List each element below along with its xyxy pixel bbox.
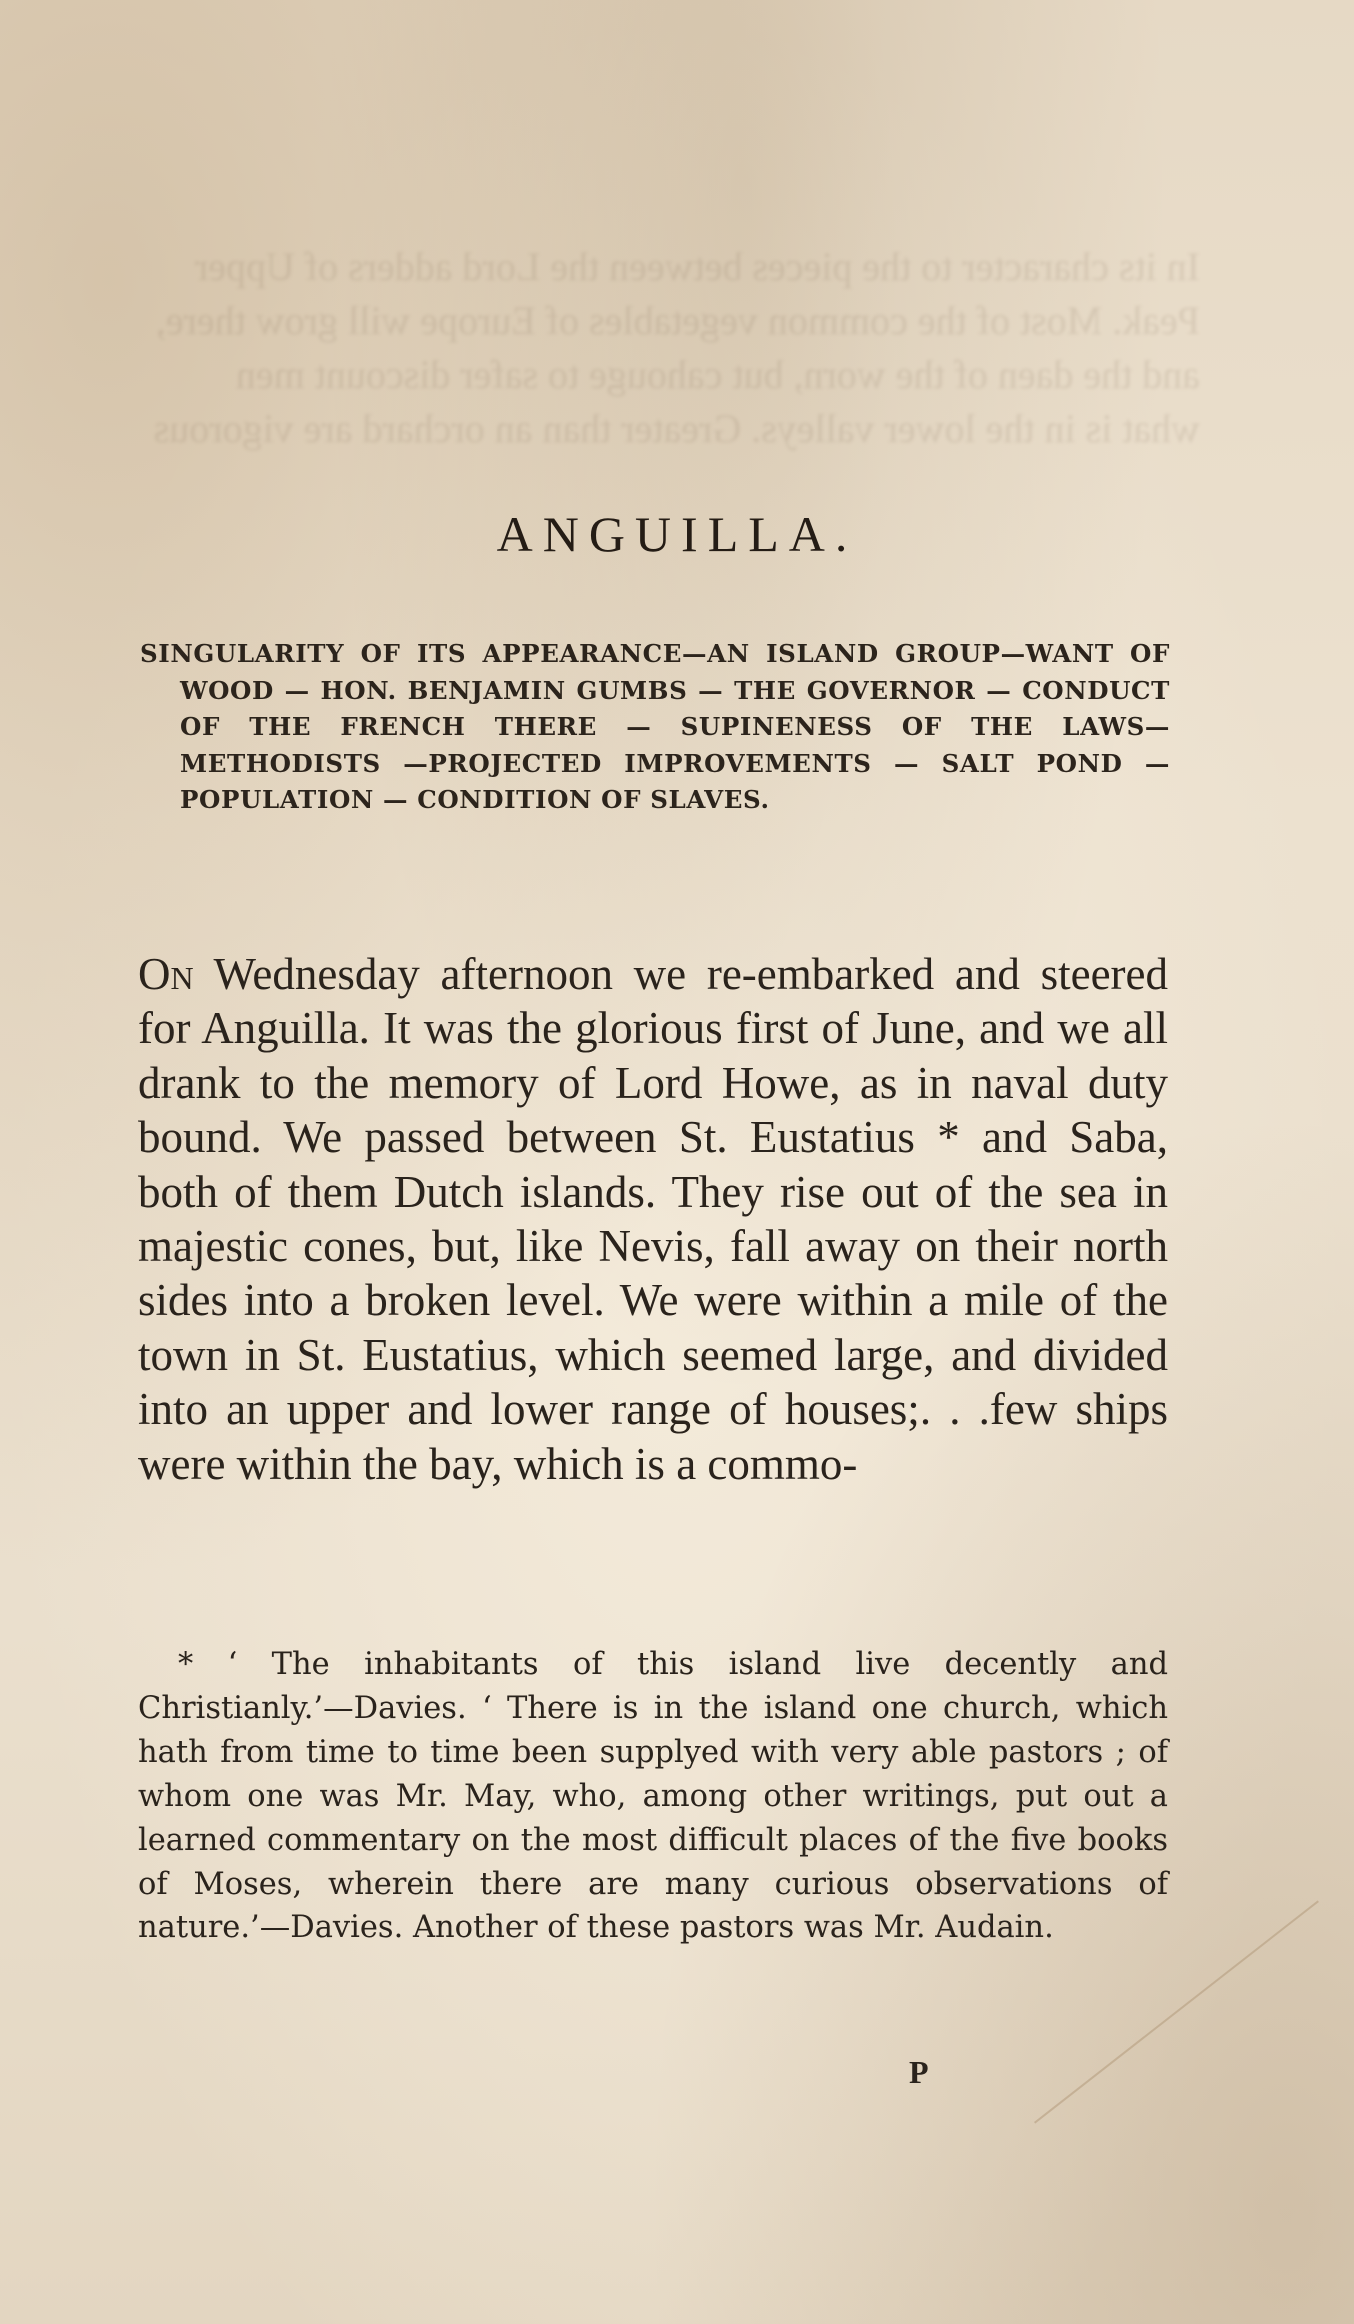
chapter-title: ANGUILLA. [496, 506, 858, 562]
body-paragraph [138, 947, 1168, 1491]
chapter-synopsis: SINGULARITY OF ITS APPEARANCE—AN ISLAND GROUP—WANT OF WOOD — HON. BENJAMIN GUMBS — THE GOVERNOR — CONDUCT OF THE FRENCH THERE — SUPINENESS OF THE LAWS—METHODISTS —PROJECTED IMPROVEMENTS — SALT POND — POPULATION — CONDITION OF SLAVES. [140, 639, 1170, 815]
body-paragraph-text: Wednesday afternoon we re-embarked and steered for Anguilla. It was the glorious first of June, and we all drank to the memory of Lord Howe, as in naval duty bound. We passed between St. Eustatius * and Saba, both of them Dutch islands. They rise out of the sea in majestic cones, but, like Nevis, fall away on their north sides into a broken level. We were within a mile of the town in St. Eustatius, which seemed large, and divided into an upper and lower range of houses;. . .few ships were within the bay, which is a commo- [138, 949, 1168, 1489]
bleed-through-text: In its character to the pieces between the Lord adders of Upper Peak. Most of the common vegetables of Europe will grow there, and the daen of the worn, but cahouge to safer discount men what is in the lower valleys. Greater than an orchard are vigorous [153, 244, 1200, 451]
page-crease [1034, 1900, 1354, 2324]
footnote: * ‘ The inhabitants of this island live decently and Christianly.’—Davies. ‘ There is in the island one church, which hath from time to time been supplyed with very able pastors ; of whom one was Mr. May, who, among other writings, put out a learned commentary on the most difficult places of the five books of Moses, wherein there are many curious observations of nature.’—Davies. Another of these pastors was Mr. Audain. [138, 1647, 1168, 1946]
signature-mark: P [909, 2054, 929, 2090]
opening-word: On [138, 949, 194, 999]
